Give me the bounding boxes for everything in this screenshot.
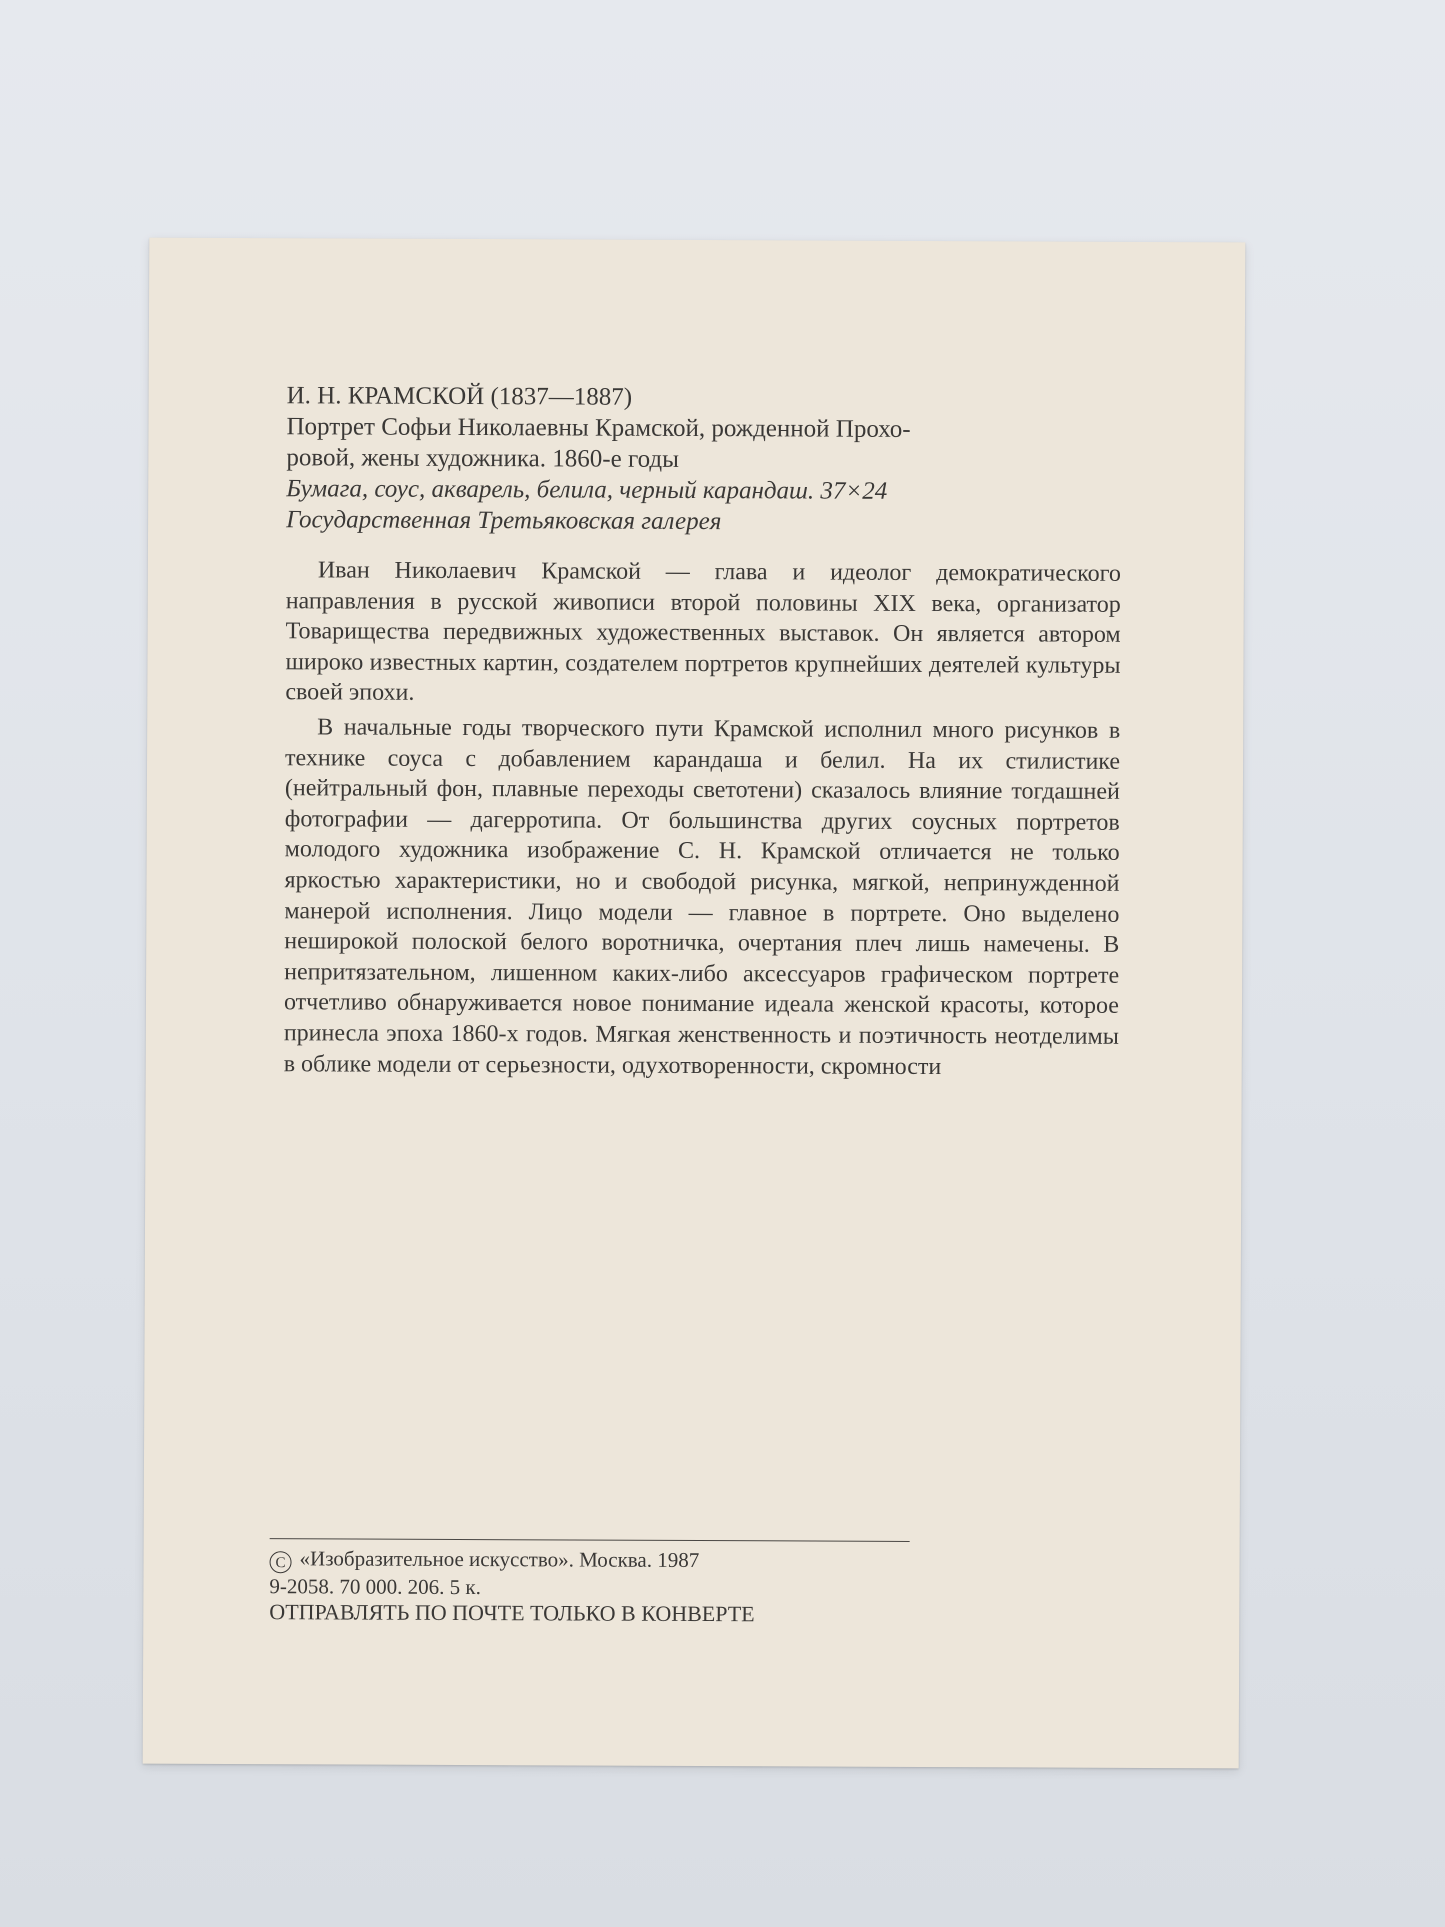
artwork-title-line-1: Портрет Софьи Николаевны Крамской, рожденной Прохо- — [286, 413, 911, 443]
mailing-notice: ОТПРАВЛЯТЬ ПО ПОЧТЕ ТОЛЬКО В КОНВЕРТЕ — [269, 1599, 755, 1627]
publisher-text: «Изобразительное искусство». Москва. 1987 — [299, 1546, 700, 1573]
artwork-title-line-2: ровой, жены художника. 1860-е годы — [286, 444, 679, 473]
artwork-medium: Бумага, соус, акварель, белила, черный карандаш. 37×24 — [286, 475, 888, 505]
artist-name: И. Н. КРАМСКОЙ (1837—1887) — [286, 382, 633, 411]
artwork-collection: Государственная Третьяковская галерея — [286, 506, 722, 536]
copyright-icon: C — [270, 1551, 292, 1573]
description-paragraph-1: Иван Николаевич Крамской — глава и идеолог демократического направления в русской живописи второй половины XIX века, организатор Товарищества передвижных художественных выставок. Он является автором широко известных картин, создателем портретов крупнейших деятелей культуры своей эпохи. — [285, 557, 1121, 707]
postcard-back — [143, 238, 1246, 1769]
footer-divider — [270, 1538, 910, 1542]
publisher-line — [270, 1545, 910, 1576]
description-text — [284, 555, 1121, 1083]
caption-block — [284, 380, 1122, 1087]
print-info: 9-2058. 70 000. 206. 5 к. — [269, 1574, 481, 1600]
imprint-footer — [269, 1538, 909, 1628]
description-paragraph-2: В начальные годы творческого пути Крамской исполнил много рисунков в технике соуса с добавлением карандаша и белил. На их стилистике (нейтральный фон, плавные переходы светотени) сказалось влияние тогдашней фотографии — дагерротипа. От большинства других соусных портретов молодого художника изображение С. Н. Крамской отличается не только яркостью характеристики, но и свободой рисунка, мягкой, непринужденной манерой исполнения. Лицо модели — главное в портрете. Оно выделено неширокой полоской белого воротничка, очертания плеч лишь намечены. В непритязательном, лишенном каких-либо аксессуаров графическом портрете отчетливо обнаруживается новое понимание идеала женской красоты, которое принесла эпоха 1860-х годов. Мягкая женственность и поэтичность неотделимы в облике модели от серьезности, одухотворенности, скромности — [283, 714, 1121, 1080]
